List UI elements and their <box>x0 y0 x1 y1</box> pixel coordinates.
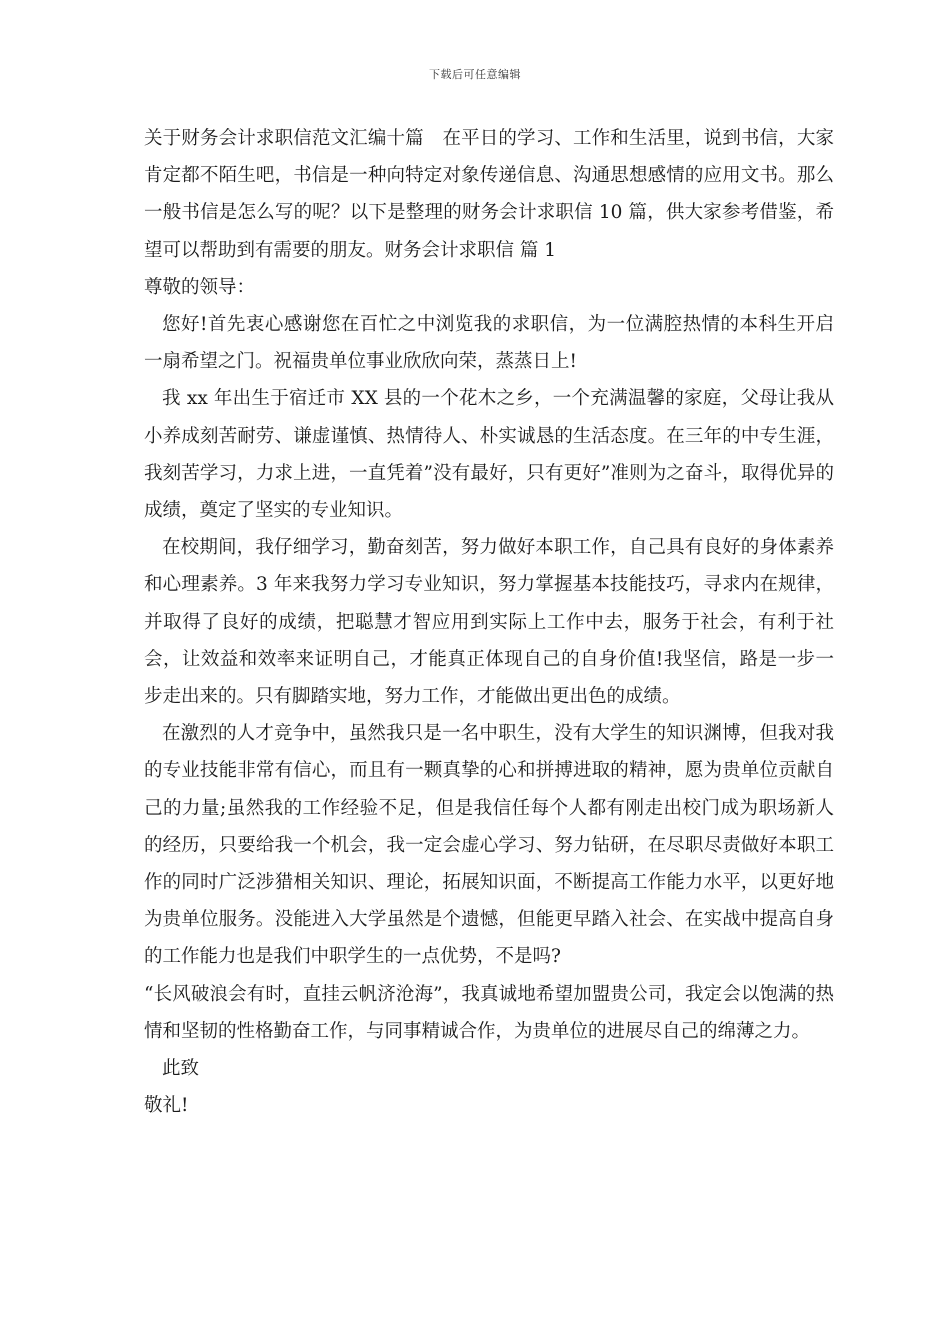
intro-paragraph: 关于财务会计求职信范文汇编十篇 在平日的学习、工作和生活里，说到书信，大家肯定都不陌生吧，书信是一种向特定对象传递信息、沟通思想感情的应用文书。那么一般书信是怎么写的呢？以下是整理的财务会计求职信 10 篇，供大家参考借鉴，希望可以帮助到有需要的朋友。财务会计求职信 篇 1 <box>144 128 834 261</box>
body-paragraph-5: “长风破浪会有时，直挂云帆济沧海”，我真诚地希望加盟贵公司，我定会以饱满的热情和坚韧的性格勤奋工作，与同事精诚合作，为贵单位的进展尽自己的绵薄之力。 <box>144 983 834 1042</box>
salutation: 尊敬的领导： <box>144 276 256 298</box>
body-paragraph-4: 在激烈的人才竞争中，虽然我只是一名中职生，没有大学生的知识渊博，但我对我的专业技能非常有信心，而且有一颗真挚的心和拼搏进取的精神，愿为贵单位贡献自己的力量;虽然我的工作经验不足，但是我信任每个人都有刚走出校门成为职场新人的经历，只要给我一个机会，我一定会虚心学习、努力钻研，在尽职尽责做好本职工作的同时广泛涉猎相关知识、理论，拓展知识面，不断提高工作能力水平，以更好地为贵单位服务。没能进入大学虽然是个遗憾，但能更早踏入社会、在实战中提高自身的工作能力也是我们中职学生的一点优势，不是吗? <box>144 723 834 968</box>
page-header: 下载后可任意编辑 <box>429 68 521 81</box>
closing-salute: 敬礼! <box>144 1095 189 1117</box>
closing-line: 此致 <box>162 1058 200 1080</box>
body-paragraph-2: 我 xx 年出生于宿迁市 XX 县的一个花木之乡，一个充满温馨的家庭，父母让我从小养成刻苦耐劳、谦虚谨慎、热情待人、朴实诚恳的生活态度。在三年的中专生涯，我刻苦学习，力求上进，一直凭着”没有最好，只有更好”准则为之奋斗，取得优异的成绩，奠定了坚实的专业知识。 <box>144 388 834 522</box>
document-body <box>144 120 834 1124</box>
body-paragraph-1: 您好!首先衷心感谢您在百忙之中浏览我的求职信，为一位满腔热情的本科生开启一扇希望之门。祝福贵单位事业欣欣向荣，蒸蒸日上! <box>144 314 834 373</box>
body-paragraph-3: 在校期间，我仔细学习，勤奋刻苦，努力做好本职工作，自己具有良好的身体素养和心理素养。3 年来我努力学习专业知识，努力掌握基本技能技巧，寻求内在规律，并取得了良好的成绩，把聪慧才智应用到实际上工作中去，服务于社会，有利于社会，让效益和效率来证明自己，才能真正体现自己的自身价值!我坚信，路是一步一步走出来的。只有脚踏实地，努力工作，才能做出更出色的成绩。 <box>144 537 834 708</box>
